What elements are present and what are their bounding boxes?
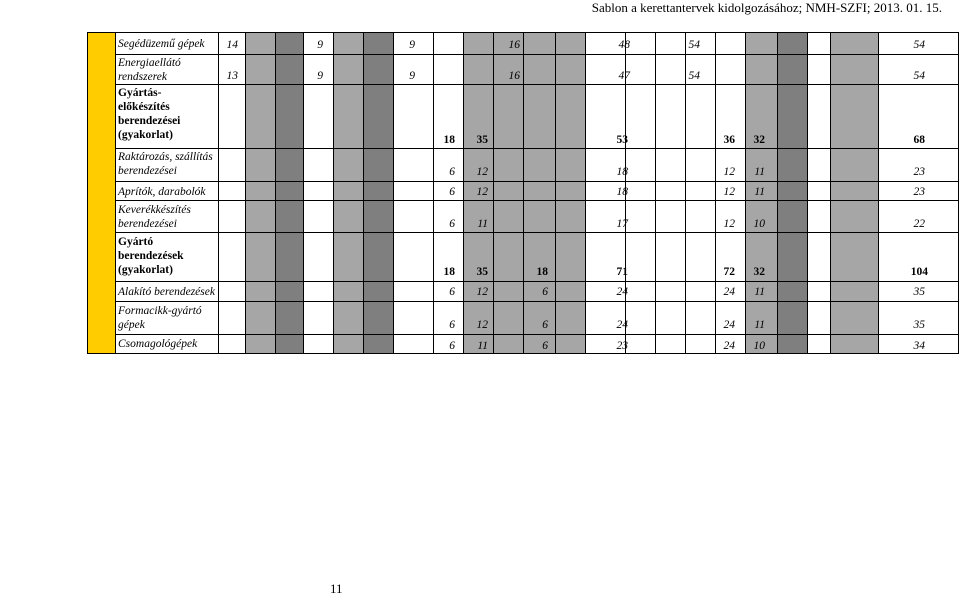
shaded-column: [245, 32, 275, 354]
cell-value: 23: [913, 186, 925, 198]
cell-value: 32: [753, 134, 765, 146]
cell-value: 18: [616, 186, 628, 198]
cell-value: 11: [754, 286, 765, 298]
cell-value: 24: [723, 319, 735, 331]
cell-value: 54: [688, 39, 700, 51]
cell-value: 34: [913, 340, 925, 352]
cell-value: 35: [476, 134, 488, 146]
cell-value: 35: [913, 286, 925, 298]
shaded-column: [830, 32, 878, 354]
cell-value: 54: [913, 70, 925, 82]
cell-value: 11: [477, 340, 488, 352]
cell-value: 72: [723, 266, 735, 278]
cell-value: 6: [542, 286, 548, 298]
cell-value: 24: [616, 319, 628, 331]
cell-value: 12: [723, 186, 735, 198]
cell-value: 12: [476, 286, 488, 298]
cell-value: 18: [443, 266, 455, 278]
row-label: Gyártó berendezések (gyakorlat): [118, 236, 184, 276]
shaded-column: [555, 32, 585, 354]
row-label: Segédüzemű gépek: [118, 38, 205, 50]
cell-value: 9: [409, 39, 415, 51]
cell-value: 16: [508, 39, 520, 51]
cell-value: 6: [449, 166, 455, 178]
cell-value: 13: [226, 70, 238, 82]
cell-value: 48: [618, 39, 630, 51]
row-label: Energiaellátó rendszerek: [118, 57, 181, 83]
cell-value: 104: [910, 266, 928, 278]
cell-value: 18: [616, 166, 628, 178]
cell-value: 18: [443, 134, 455, 146]
row-label: Gyártás-előkészítés berendezései (gyakorlat): [118, 87, 181, 141]
cell-value: 14: [226, 39, 238, 51]
shaded-column: [777, 32, 807, 354]
cell-value: 12: [723, 218, 735, 230]
cell-value: 6: [449, 319, 455, 331]
cell-value: 24: [723, 286, 735, 298]
cell-value: 18: [536, 266, 548, 278]
cell-value: 11: [477, 218, 488, 230]
cell-value: 22: [913, 218, 925, 230]
cell-value: 17: [616, 218, 628, 230]
row-label: Formacikk-gyártó gépek: [118, 305, 202, 331]
cell-value: 9: [317, 70, 323, 82]
cell-value: 54: [688, 70, 700, 82]
cell-value: 6: [449, 286, 455, 298]
cell-value: 36: [723, 134, 735, 146]
curriculum-table: [115, 32, 959, 354]
cell-value: 32: [753, 266, 765, 278]
cell-value: 24: [723, 340, 735, 352]
cell-value: 54: [913, 39, 925, 51]
cell-value: 68: [913, 134, 925, 146]
cell-value: 6: [449, 218, 455, 230]
cell-value: 12: [476, 166, 488, 178]
cell-value: 35: [913, 319, 925, 331]
cell-value: 12: [476, 319, 488, 331]
cell-value: 71: [616, 266, 628, 278]
cell-value: 6: [542, 340, 548, 352]
row-label: Raktározás, szállítás berendezései: [118, 151, 213, 177]
cell-value: 10: [753, 340, 765, 352]
cell-value: 10: [753, 218, 765, 230]
cell-value: 47: [618, 70, 630, 82]
cell-value: 9: [317, 39, 323, 51]
cell-value: 11: [754, 319, 765, 331]
cell-value: 23: [616, 340, 628, 352]
shaded-column: [523, 32, 555, 354]
document-header: Sablon a kerettantervek kidolgozásához; NMH-SZFI; 2013. 01. 15.: [591, 0, 942, 15]
cell-value: 16: [508, 70, 520, 82]
cell-value: 53: [616, 134, 628, 146]
cell-value: 23: [913, 166, 925, 178]
row-label: Csomagológépek: [118, 338, 198, 350]
cell-value: 35: [476, 266, 488, 278]
cell-value: 6: [449, 186, 455, 198]
shaded-column: [333, 32, 363, 354]
cell-value: 24: [616, 286, 628, 298]
row-label: Aprítók, darabolók: [118, 186, 206, 198]
cell-value: 12: [476, 186, 488, 198]
page-number: 11: [330, 581, 343, 596]
cell-value: 11: [754, 186, 765, 198]
yellow-side-bar: [87, 32, 115, 354]
row-label: Keverékkészítés berendezései: [118, 204, 191, 230]
cell-value: 11: [754, 166, 765, 178]
cell-value: 6: [449, 340, 455, 352]
cell-value: 12: [723, 166, 735, 178]
cell-value: 9: [409, 70, 415, 82]
row-label: Alakító berendezések: [118, 286, 215, 298]
cell-value: 6: [542, 319, 548, 331]
